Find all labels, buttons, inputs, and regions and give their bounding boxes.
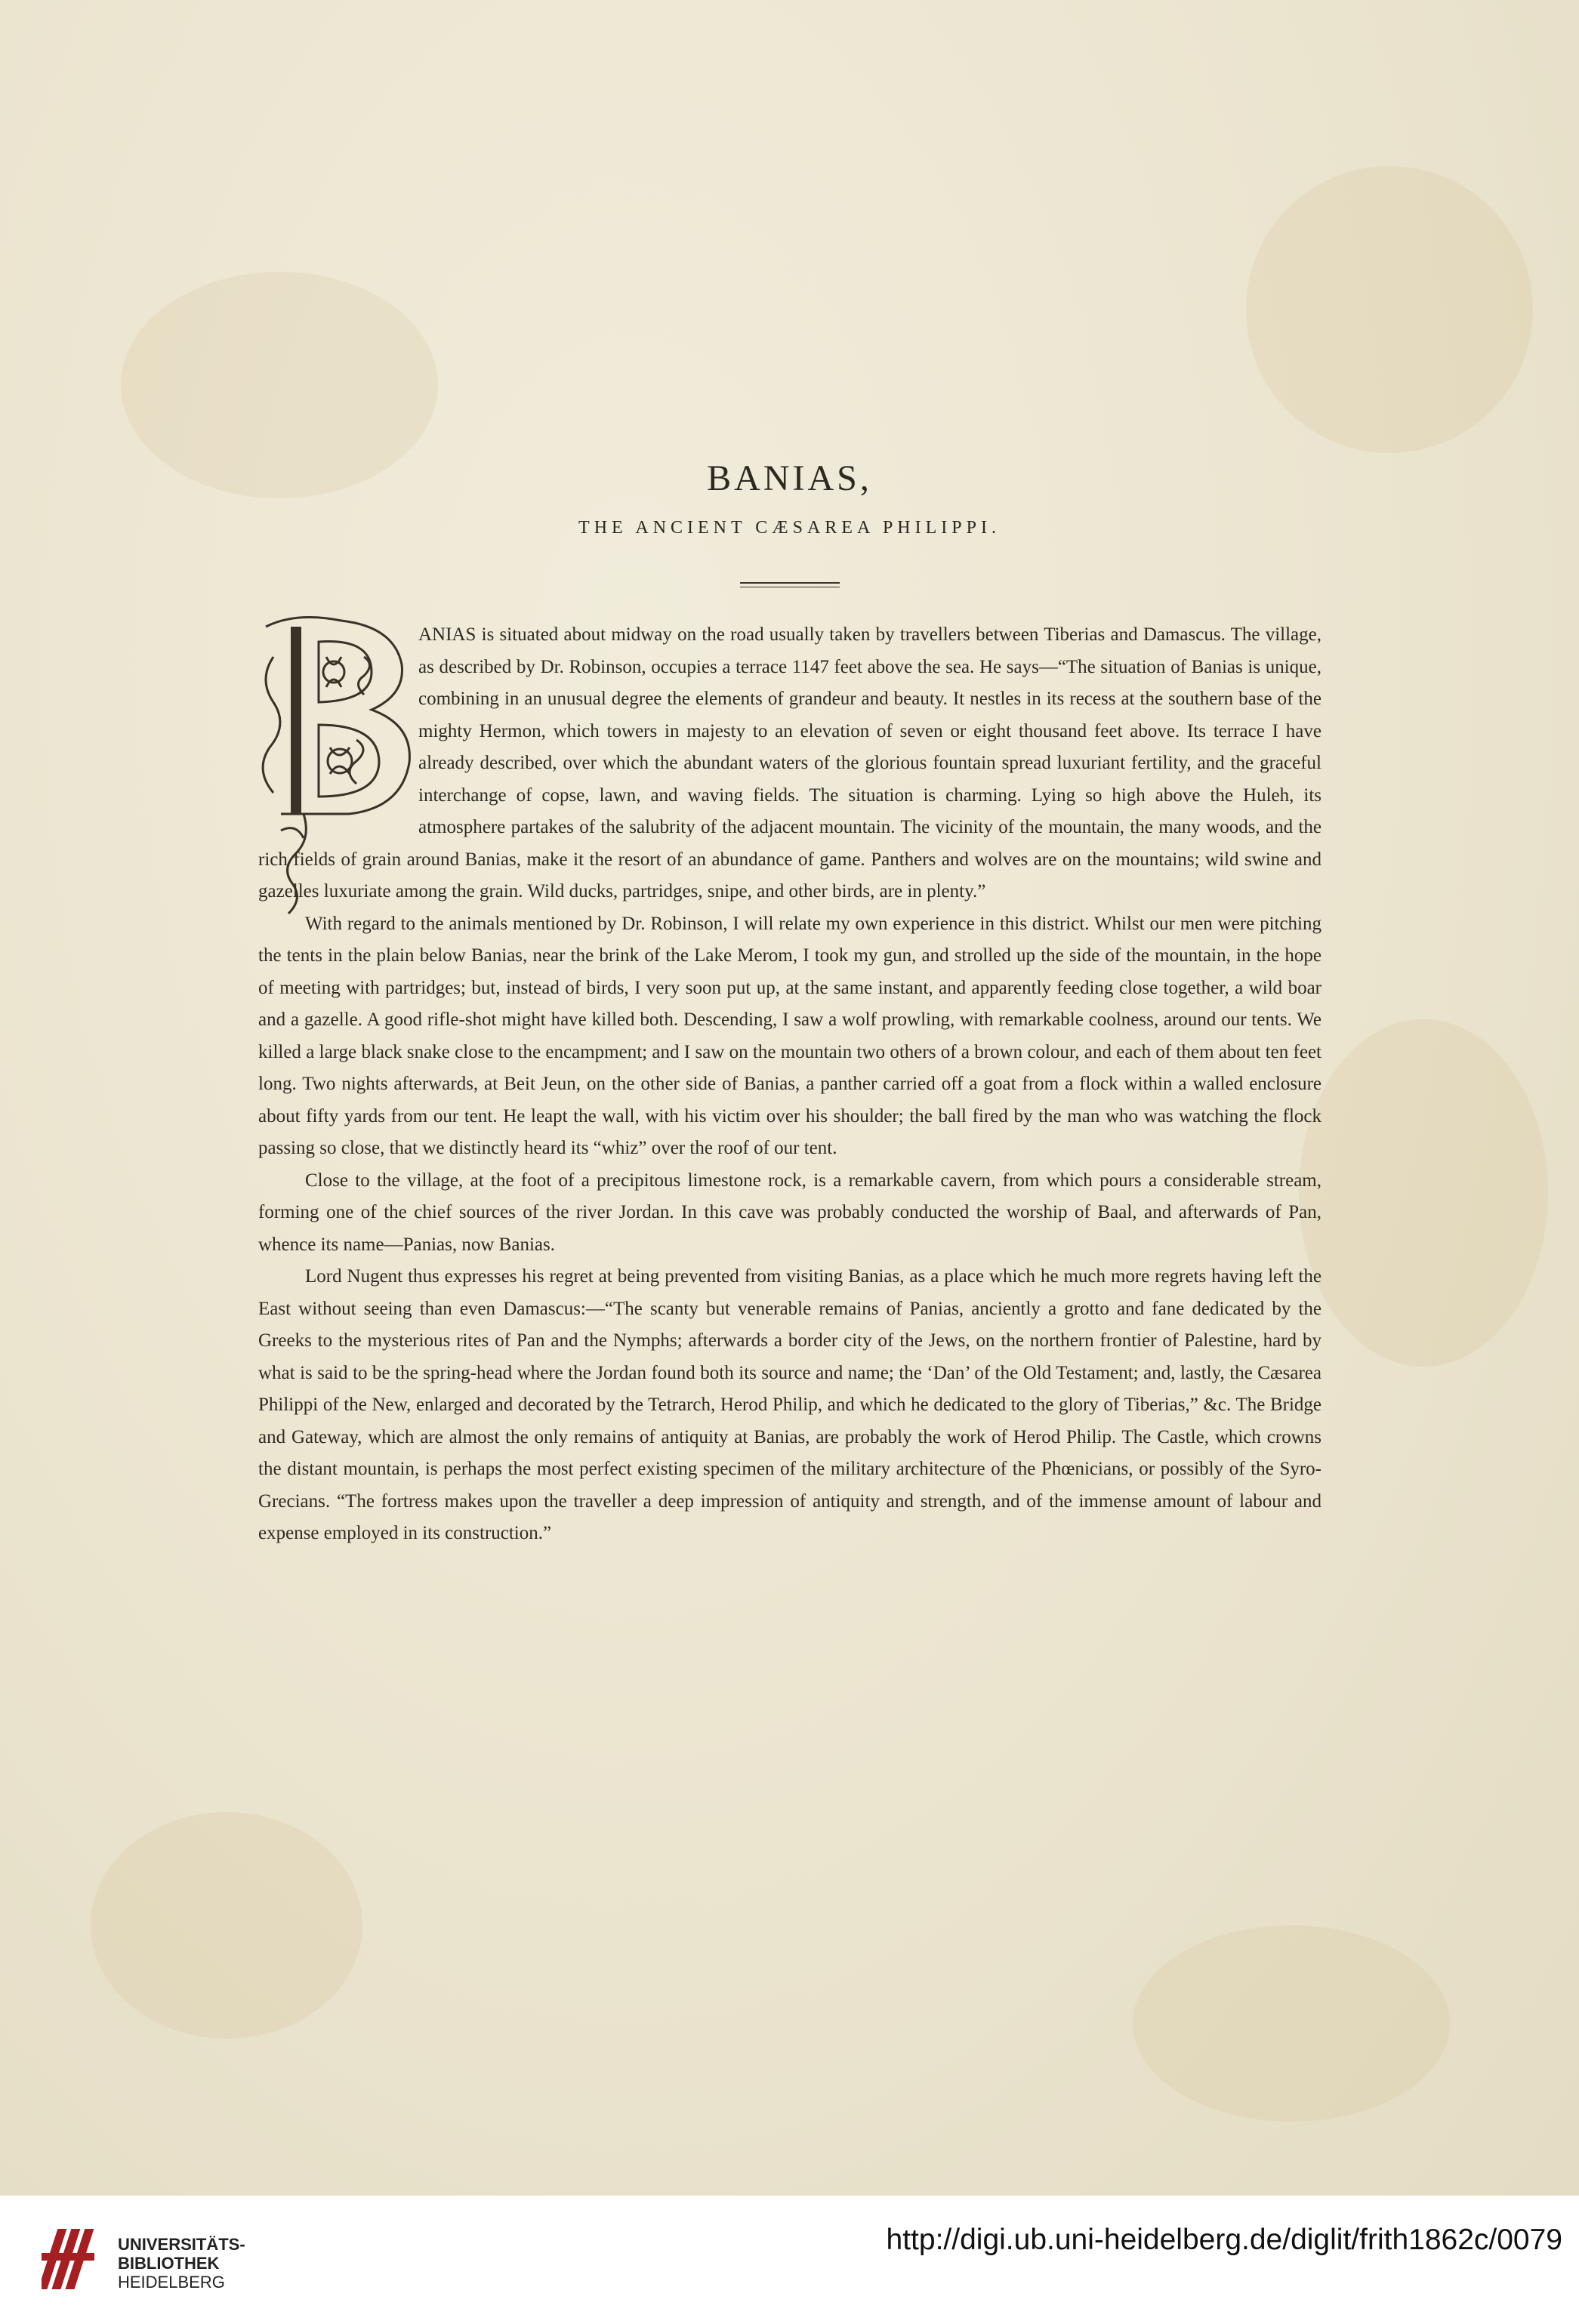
paragraph: Lord Nugent thus expresses his regret at being prevented from visiting Banias, as a place which he much more regrets having left the East without seeing than even Damascus:—“The scanty but venerable remains of Panias, anciently a grotto and fane dedicated by the Greeks to the mysterious rites of Pan and the Nymphs; afterwards a border city of the Jews, on the northern frontier of Palestine, hard by what is said to be the spring-head where the Jordan found both its source and name; the ‘Dan’ of the Old Testament; and, lastly, the Cæsarea Philippi of the New, enlarged and decorated by the Tetrarch, Herod Philip, and which he dedicated to the glory of Tiberias,” &c. The Bridge and Gateway, which are almost the only remains of antiquity at Banias, are probably the work of Herod Philip. The Castle, which crowns the distant mountain, is perhaps the most perfect existing specimen of the military architecture of the Phœnicians, or possibly of the Syro-Grecians. “The fortress makes upon the traveller a deep impression of antiquity and strength, and of the immense amount of labour and expense employed in its construction.” [258,1266,1321,1543]
page-title: BANIAS, [707,458,872,498]
article-body [258,619,1321,1550]
foxing-stain [1246,166,1533,453]
paragraph: ANIAS is situated about midway on the road usually taken by travellers between Tiberias and Damascus. The village, as described by Dr. Robinson, occupies a terrace 1147 feet above the sea. He says—“The situation of Banias is unique, combining in an unusual degree the elements of grandeur and beauty. It nestles in its recess at the southern base of the mighty Hermon, which towers in majesty to an elevation of seven or eight thousand feet above. Its terrace I have already described, over which the abundant waters of the glorious fountain spread luxuriant fertility, and the graceful interchange of copse, lawn, and waving fields. The situation is charming. Lying so high above the Huleh, its atmosphere partakes of the salubrity of the adjacent mountain. The vicinity of the mountain, the many woods, and the rich fields of grain around Banias, make it the resort of an abundance of game. Panthers and wolves are on the mountains; wild swine and gazelles luxuriate among the grain. Wild ducks, partridges, snipe, and other birds, are in plenty.” [258,624,1321,902]
dropcap-space [258,619,418,824]
foxing-stain [1299,1019,1548,1367]
paragraph: With regard to the animals mentioned by Dr. Robinson, I will relate my own experience in this district. Whilst our men were pitching the tents in the plain below Banias, near the brink of the Lake Merom, I took my gun, and strolled up the side of the mountain, in the hope of meeting with partridges; but, instead of birds, I very soon put up, at the same instant, and apparently feeding close together, a wild boar and a gazelle. A good rifle-shot might have killed both. Descending, I saw a wolf prowling, with remarkable coolness, around our tents. We killed a large black snake close to the encampment; and I saw on the mountain two others of a brown colour, and each of them about ten feet long. Two nights afterwards, at Beit Jeun, on the other side of Banias, a panther carried off a goat from a flock within a walled enclosure about fifty yards from our tent. He leapt the wall, with his victim over his shoulder; the ball fired by the man who was watching the flock passing so close, that we distinctly heard its “whiz” over the roof of our tent. [258,913,1321,1158]
library-name [118,2235,245,2292]
library-line: HEIDELBERG [118,2273,225,2292]
title-divider [740,582,840,584]
foxing-stain [1133,1925,1450,2122]
heidelberg-library-logo-icon [42,2223,100,2295]
page-subtitle: THE ANCIENT CÆSAREA PHILIPPI. [578,518,1001,538]
permalink-url[interactable]: http://digi.ub.uni-heidelberg.de/diglit/frith1862c/0079 [886,2224,1562,2256]
library-line: BIBLIOTHEK [118,2254,220,2273]
library-line: UNIVERSITÄTS- [118,2235,245,2254]
paragraph: Close to the village, at the foot of a precipitous limestone rock, is a remarkable cavern, from which pours a considerable stream, forming one of the chief sources of the river Jordan. In this cave was probably conducted the worship of Baal, and afterwards of Pan, whence its name—Panias, now Banias. [258,1170,1321,1255]
foxing-stain [91,1812,362,2039]
